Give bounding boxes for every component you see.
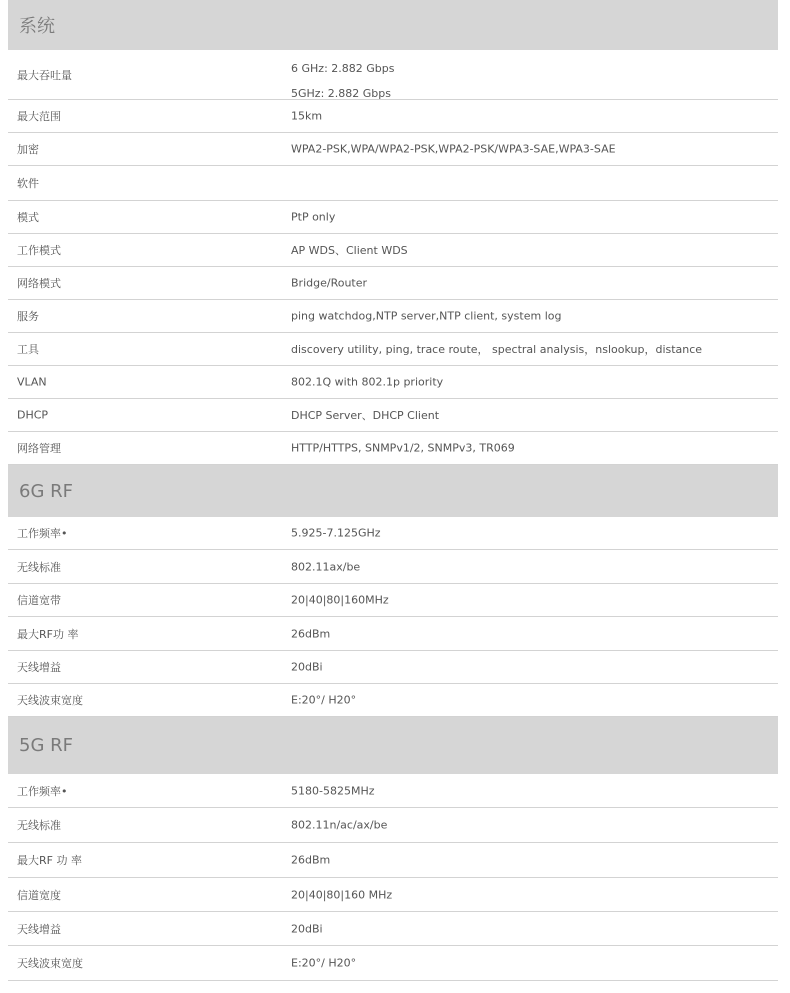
spec-row [8,651,778,684]
spec-row [8,399,778,432]
spec-row [8,300,778,333]
spec-row [8,808,778,843]
spec-row [8,50,778,100]
spec-label: 最大RF功 率 [17,627,79,641]
spec-row [8,843,778,878]
spec-row [8,133,778,166]
spec-value: E:20°/ H20° [291,693,357,707]
spec-value: 20dBi [291,660,323,674]
spec-label: 模式 [17,211,39,224]
spec-row [8,946,778,981]
spec-row [8,432,778,465]
spec-value: 802.11n/ac/ax/be [291,818,388,832]
spec-label: 最大范围 [17,110,61,123]
spec-value: 20|40|80|160 MHz [291,888,393,901]
spec-label: 信道宽度 [17,888,61,902]
spec-row [8,684,778,717]
section-header: 5G RF [8,717,778,774]
spec-value: 6 GHz: 2.882 Gbps [291,62,395,75]
spec-label: 网络管理 [17,442,61,455]
spec-value: PtP only [291,210,336,224]
spec-label: 信道宽带 [17,594,61,607]
spec-value: 20|40|80|160MHz [291,593,389,607]
spec-label: 无线标准 [17,560,61,574]
spec-value: 5GHz: 2.882 Gbps [291,87,391,100]
spec-value: 20dBi [291,922,323,935]
spec-label: 服务 [17,310,39,323]
spec-row [8,333,778,366]
spec-value: 802.11ax/be [291,560,361,573]
spec-label: 工作频率• [17,527,68,540]
spec-label: 最大吞吐量 [17,68,72,82]
spec-row [8,366,778,399]
spec-label: 工具 [17,343,39,356]
spec-value: 5180-5825MHz [291,784,375,797]
spec-value: AP WDS、Client WDS [291,244,408,257]
spec-row [8,584,778,617]
spec-value: ping watchdog,NTP server,NTP client, system log [291,309,562,323]
spec-label: 天线增益 [17,922,61,936]
spec-value: 802.1Q with 802.1p priority [291,375,444,389]
spec-label: 无线标准 [17,819,61,832]
spec-label: 天线波束宽度 [17,957,83,970]
spec-label: 加密 [17,143,39,156]
spec-row [8,234,778,267]
spec-label: 天线增益 [17,661,61,674]
spec-value-group [291,56,394,106]
spec-value: 26dBm [291,627,331,640]
spec-row [8,267,778,300]
section-header: 系统 [8,0,778,50]
spec-row [8,912,778,946]
spec-row [8,550,778,584]
spec-value: Bridge/Router [291,276,368,290]
spec-label: 最大RF 功 率 [17,854,82,867]
section-header: 6G RF [8,465,778,517]
spec-value: 26dBm [291,853,331,867]
spec-row [8,617,778,651]
spec-value: 15km [291,109,323,123]
spec-label: VLAN [17,375,47,389]
spec-row [8,100,778,133]
spec-row [8,166,778,201]
spec-value: 5.925-7.125GHz [291,526,381,540]
spec-value: discovery utility, ping, trace route， spectral analysis，nslookup，distance [291,343,703,356]
spec-row [8,878,778,912]
spec-value: HTTP/HTTPS, SNMPv1/2, SNMPv3, TR069 [291,441,515,455]
spec-row [8,201,778,234]
spec-label: 工作频率• [17,784,68,798]
spec-value: WPA2-PSK,WPA/WPA2-PSK,WPA2-PSK/WPA3-SAE,WPA3-SAE [291,142,616,156]
spec-value: DHCP Server、DHCP Client [291,409,440,422]
spec-label: 软件 [17,177,39,190]
spec-label: 网络模式 [17,277,61,290]
spec-value: E:20°/ H20° [291,956,357,970]
spec-label: 工作模式 [17,244,61,257]
spec-row [8,517,778,550]
spec-label: DHCP [17,408,49,422]
spec-label: 天线波束宽度 [17,694,83,707]
spec-row [8,774,778,808]
